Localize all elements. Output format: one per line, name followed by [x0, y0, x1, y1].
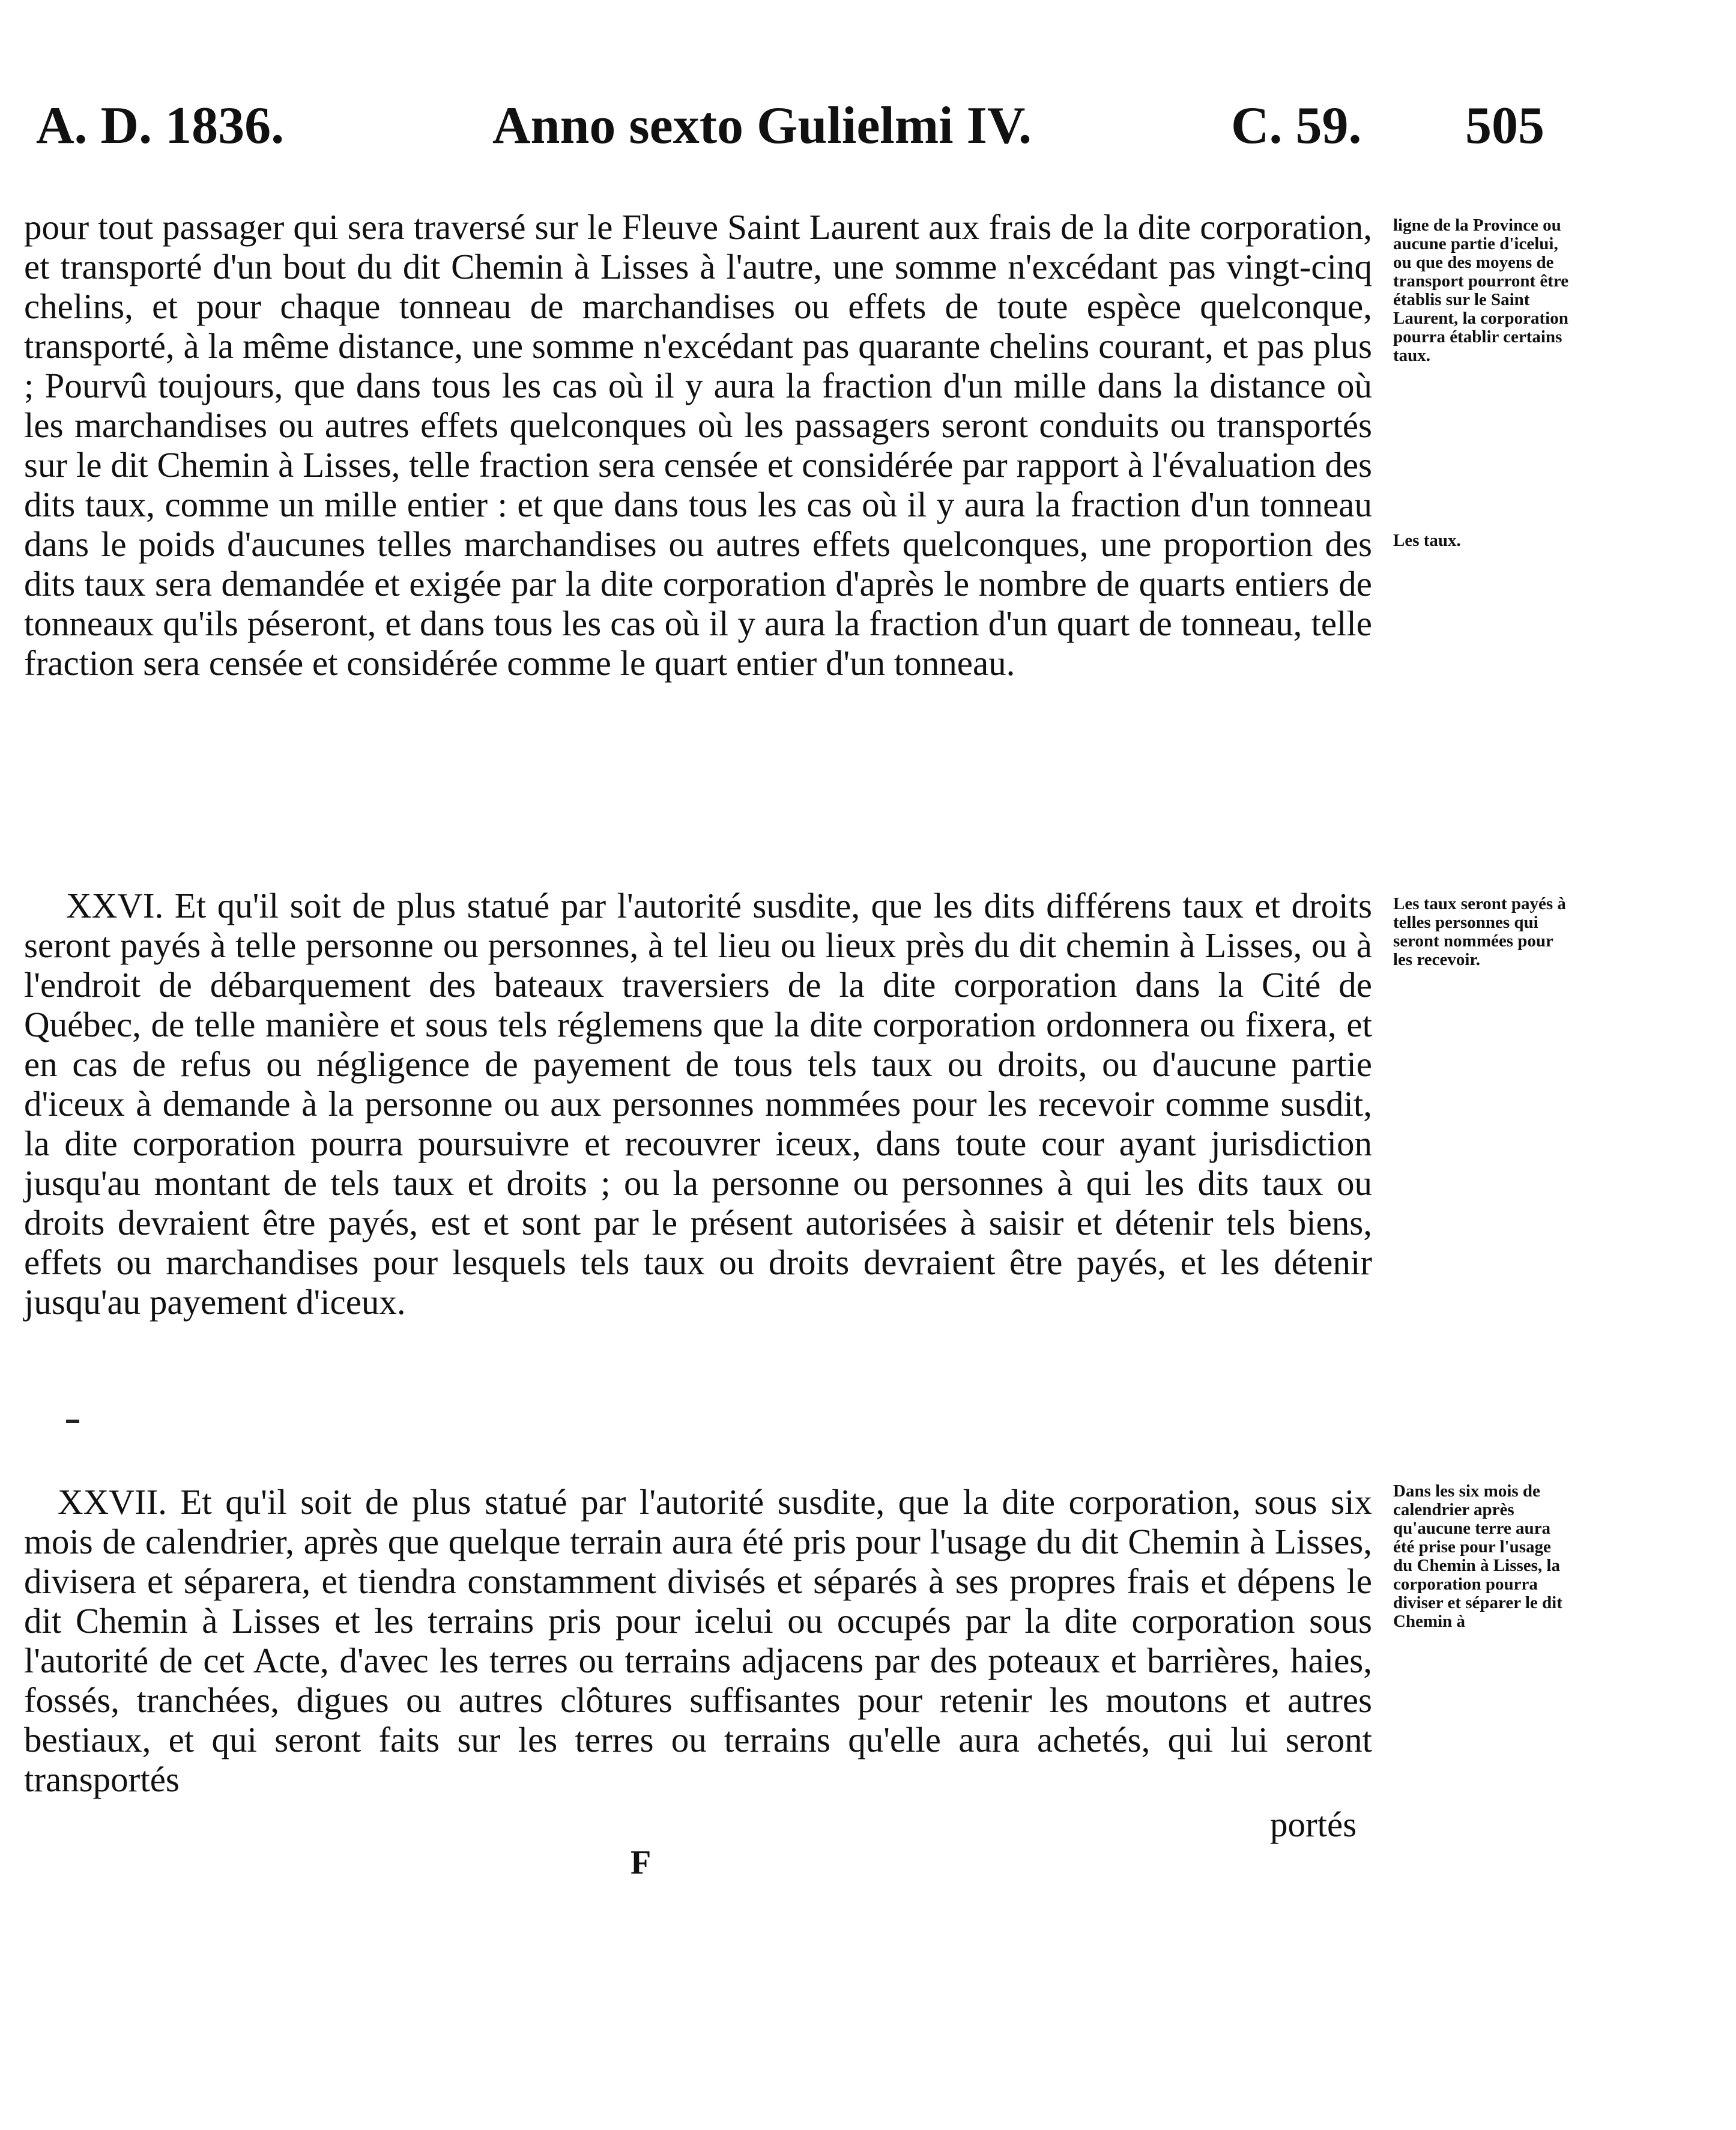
stray-mark — [66, 1420, 79, 1423]
section-27-number: XXVII. — [58, 1482, 167, 1522]
section-26-text: Et qu'il soit de plus statué par l'autorité susdite, que les dits différens taux et droits seront payés à telle personne ou personnes, à tel lieu ou lieux près du dit chemin à Lisses, ou à l'endroit de débarquement des bateaux traversiers de la dite corporation dans la Cité de Québec, de telle manière et sous tels réglemens que la dite corporation ordonnera ou fixera, et en cas de refus ou négligence de payement de tous tels taux ou droits, ou d'aucune partie d'iceux à demande à la personne ou aux personnes nommées pour les recevoir comme susdit, la dite corporation pourra poursuivre et recouvrer iceux, dans toute cour ayant jurisdiction jusqu'au montant de tels taux et droits ; ou la personne ou personnes à qui les dits taux ou droits devraient être payés, est et sont par le présent autorisées à saisir et détenir tels biens, effets ou marchandises pour lesquels tels taux ou droits devraient être payés, et les détenir jusqu'au payement d'iceux. — [24, 886, 1372, 1322]
catchword: portés — [1270, 1805, 1357, 1844]
section-27 — [24, 1482, 1372, 1799]
margin-note-payment: Les taux seront payés à telles personnes qui seront nommées pour les recevoir. — [1393, 894, 1566, 969]
signature-mark: F — [631, 1844, 652, 1881]
header-title: Anno sexto Gulielmi IV. — [492, 97, 1032, 155]
section-26-number: XXVI. — [66, 886, 164, 925]
section-25-continuation — [24, 207, 1372, 683]
header-year: A. D. 1836. — [36, 97, 285, 155]
margin-note-rates-establish: ligne de la Province ou aucune partie d'icelui, ou que des moyens de transport pourront être établis sur le Saint Laurent, la corporation pourra établir certains taux. — [1393, 216, 1569, 365]
page-number: 505 — [1465, 97, 1544, 155]
section-25-text: pour tout passager qui sera traversé sur le Fleuve Saint Laurent aux frais de la dite corporation, et transporté d'un bout du dit Chemin à Lisses à l'autre, une somme n'excédant pas vingt-cinq chelins, et pour chaque tonneau de marchandises ou effets de toute espèce quelconque, transporté, à la même distance, une somme n'excédant pas quarante chelins courant, et pas plus ; Pourvû toujours, que dans tous les cas où il y aura la fraction d'un mille dans la distance où les marchandises ou autres effets quelconques où les passagers seront conduits ou transportés sur le dit Chemin à Lisses, telle fraction sera censée et considérée par rapport à l'évaluation des dits taux, comme un mille entier : et que dans tous les cas où il y aura la fraction d'un tonneau dans le poids d'aucunes telles marchandises ou autres effets quelconques, une proportion des dits taux sera demandée et exigée par la dite corporation d'après le nombre de quarts entiers de tonneaux qu'ils péseront, et dans tous les cas où il y aura la fraction d'un quart de tonneau, telle fraction sera censée et considérée comme le quart entier d'un tonneau. — [24, 207, 1372, 683]
section-27-text: Et qu'il soit de plus statué par l'autorité susdite, que la dite corporation, sous six mois de calendrier, après que quelque terrain aura été pris pour l'usage du dit Chemin à Lisses, divisera et séparera, et tiendra constamment divisés et séparés à ses propres frais et dépens le dit Chemin à Lisses et les terrains pris pour icelui ou occupés par la dite corporation sous l'autorité de cet Acte, d'avec les terres ou terrains adjacens par des poteaux et barrières, haies, fossés, tranchées, digues ou autres clôtures suffisantes pour retenir les moutons et autres bestiaux, et qui seront faits sur les terres ou terrains qu'elle aura achetés, qui lui seront transportés — [24, 1482, 1372, 1799]
margin-note-rates: Les taux. — [1393, 531, 1461, 550]
header-chapter: C. 59. — [1231, 97, 1362, 155]
margin-note-fencing: Dans les six mois de calendrier après qu'aucune terre aura été prise pour l'usage du Chemin à Lisses, la corporation pourra diviser et séparer le dit Chemin à — [1393, 1481, 1562, 1631]
running-header — [36, 90, 1573, 162]
section-26 — [24, 886, 1372, 1322]
